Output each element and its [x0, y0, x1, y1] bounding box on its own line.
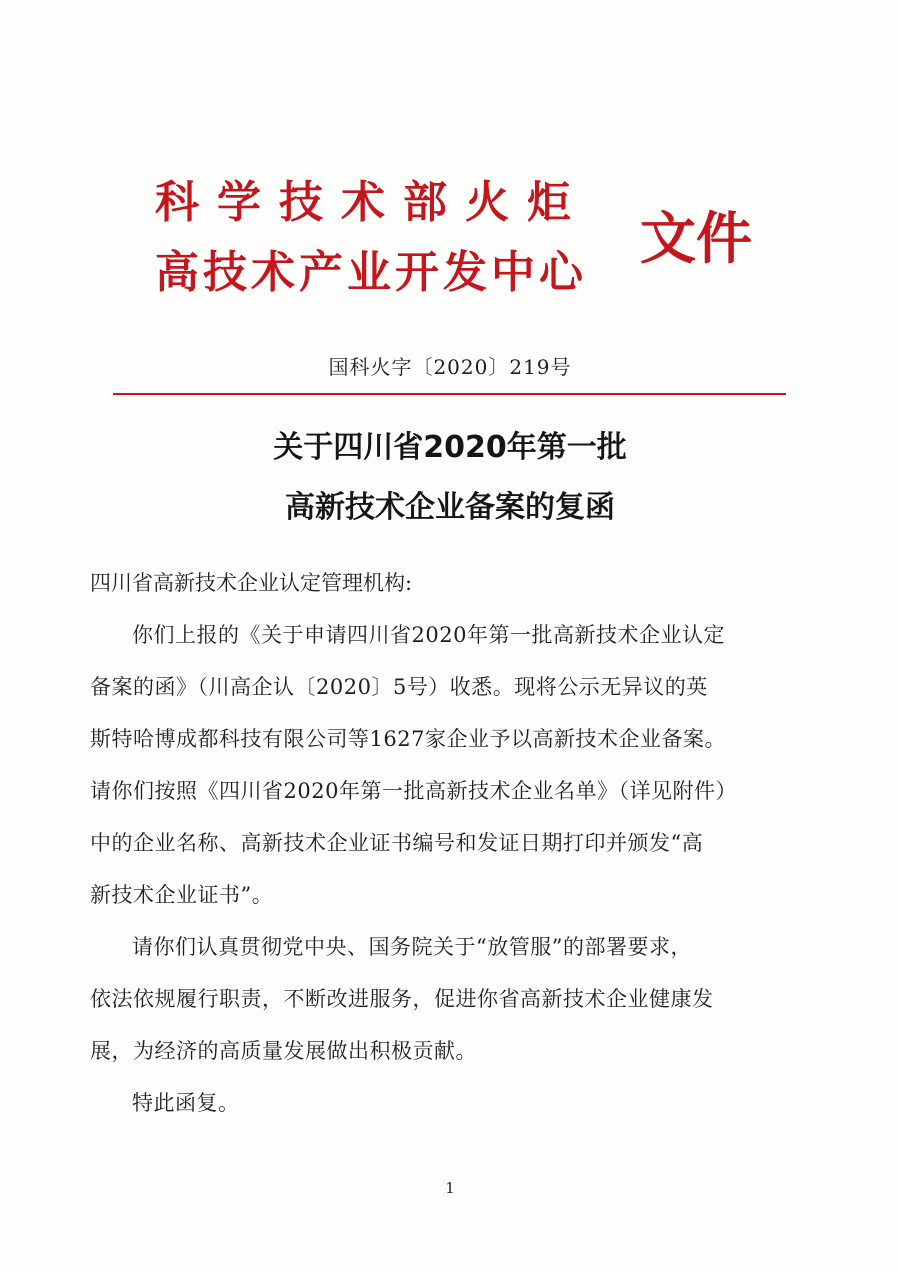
- body-paragraph-1-line-4: 请你们按照《四川省2020年第一批高新技术企业名单》（详见附件）: [90, 779, 737, 803]
- body-paragraph-2-line-3: 展，为经济的高质量发展做出积极贡献。: [90, 1039, 477, 1063]
- document-number: 国科火字〔2020〕219号: [328, 355, 572, 379]
- red-divider-line: [113, 393, 786, 395]
- body-closing-line: 特此函复。: [132, 1091, 240, 1115]
- salutation: 四川省高新技术企业认定管理机构:: [90, 571, 413, 595]
- body-paragraph-2-line-2: 依法依规履行职责，不断改进服务，促进你省高新技术企业健康发: [90, 987, 714, 1011]
- body-paragraph-1-line-5: 中的企业名称、高新技术企业证书编号和发证日期打印并颁发“高: [90, 831, 704, 855]
- body-paragraph-1-line-1: 你们上报的《关于申请四川省2020年第一批高新技术企业认定: [132, 623, 725, 647]
- document-type-label: 文件: [640, 207, 752, 272]
- document-title-line-2: 高新技术企业备案的复函: [285, 490, 615, 525]
- organization-name-line-2: 高技术产业开发中心: [155, 247, 587, 298]
- body-paragraph-1-line-3: 斯特哈博成都科技有限公司等1627家企业予以高新技术企业备案。: [90, 727, 726, 751]
- page-number: 1: [445, 1179, 455, 1197]
- issuing-organization: [155, 168, 625, 308]
- body-paragraph-2-line-1: 请你们认真贯彻党中央、国务院关于“放管服”的部署要求，: [132, 935, 692, 959]
- body-paragraph-1-line-2: 备案的函》（川高企认〔2020〕5号）收悉。现将公示无异议的英: [90, 675, 708, 699]
- organization-name-line-1: 科学技术部火炬: [155, 177, 589, 228]
- document-title-line-1: 关于四川省2020年第一批: [273, 430, 627, 465]
- body-paragraph-1-line-6: 新技术企业证书”。: [90, 883, 274, 907]
